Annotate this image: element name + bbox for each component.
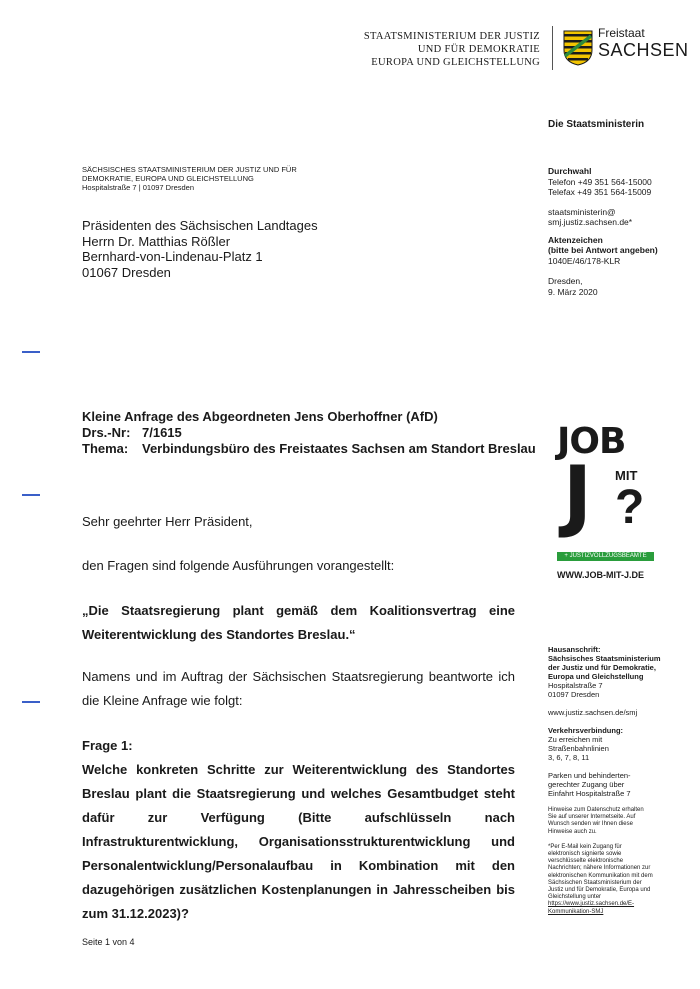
coalition-quote: „Die Staatsregierung plant gemäß dem Koalitionsvertrag eine Weiterentwicklung des Standortes Breslau.“: [82, 603, 515, 642]
city: 01097 Dresden: [548, 690, 600, 699]
email-note-line-3: verschlüsselte elektronische: [548, 858, 624, 865]
ad-green-bar: + JUSTIZVOLLZUGSBEAMTE: [557, 552, 654, 561]
punch-mark: [22, 701, 40, 703]
contact-block: [548, 166, 698, 297]
aktenzeichen-label: Aktenzeichen: [548, 234, 603, 245]
telefax: Telefax +49 351 564-15009: [548, 187, 652, 197]
recipient-address: [82, 218, 318, 280]
ad-j-letter: J: [563, 451, 593, 541]
email-line-1: staatsministerin@: [548, 206, 616, 217]
drs-label: Drs.-Nr:: [82, 425, 131, 440]
hausanschrift-line-3: Europa und Gleichstellung: [548, 672, 644, 681]
ministry-line-3: EUROPA UND GLEICHSTELLUNG: [371, 57, 540, 68]
ad-url: WWW.JOB-MIT-J.DE: [557, 570, 644, 580]
datenschutz-line-4: Hinweise auch zu.: [548, 828, 597, 835]
fold-mark-2: [22, 494, 40, 496]
ad-mit-word: MIT: [615, 468, 638, 483]
address-block: [548, 645, 698, 916]
parken-line-3: Einfahrt Hospitalstraße 7: [548, 789, 631, 798]
email-note-link-2[interactable]: Kommunikation-SMJ: [548, 908, 604, 915]
saxony-crest-icon: [563, 30, 593, 66]
question-label: Frage 1:: [82, 738, 133, 753]
answer-intro: Namens und im Auftrag der Sächsischen Staatsregierung beantworte ich die Kleine Anfrage wie folgt:: [82, 669, 515, 708]
recipient-line-3: Bernhard-von-Lindenau-Platz 1: [82, 249, 263, 264]
sender-line-2: DEMOKRATIE, EUROPA UND GLEICHSTELLUNG: [82, 174, 254, 183]
datenschutz-line-2: Sie auf unserer Internetseite. Auf: [548, 814, 636, 821]
ministry-line-1: STAATSMINISTERIUM DER JUSTIZ: [363, 31, 540, 42]
datenschutz-note: [548, 807, 698, 836]
street: Hospitalstraße 7: [548, 681, 603, 690]
recipient-line-4: 01067 Dresden: [82, 264, 171, 280]
email-note-link-1[interactable]: https://www.justiz.sachsen.de/E-: [548, 901, 635, 908]
hausanschrift-line-2: der Justiz und für Demokratie,: [548, 663, 656, 672]
ministry-line-2: UND FÜR DEMOKRATIE: [417, 44, 540, 55]
email-line-2: smj.justiz.sachsen.de*: [548, 217, 633, 227]
letter-date: 9. März 2020: [548, 286, 598, 297]
email-note-line-4: Nachrichten; nähere Informationen zur: [548, 865, 651, 872]
intro-text: den Fragen sind folgende Ausführungen vorangestellt:: [82, 558, 395, 573]
email-note-line-8: Gleichstellung unter: [548, 894, 602, 901]
state-wordmark: [598, 26, 689, 60]
sender-line-1: SÄCHSISCHES STAATSMINISTERIUM DER JUSTIZ UND FÜR: [82, 165, 297, 174]
email-note-line-7: Justiz und für Demokratie, Europa und: [548, 887, 651, 894]
email-note-line-2: elektronisch signierte sowie: [548, 851, 622, 858]
verkehr-line-3: 3, 6, 7, 8, 11: [548, 753, 590, 762]
hausanschrift-label: Hausanschrift:: [548, 645, 601, 654]
verkehr-line-1: Zu erreichen mit: [548, 735, 603, 744]
subject-block: [82, 409, 572, 457]
aktenzeichen-note: (bitte bei Antwort angeben): [548, 245, 658, 255]
datenschutz-line-3: Wunsch senden wir Ihnen diese: [548, 821, 633, 828]
parken-line-1: Parken und behinderten-: [548, 771, 631, 780]
datenschutz-line-1: Hinweise zum Datenschutz erhalten: [548, 807, 644, 813]
email-note-line-1: *Per E-Mail kein Zugang für: [548, 843, 622, 850]
email-note: [548, 844, 698, 916]
fold-mark-1: [22, 351, 40, 353]
verkehr-label: Verkehrsverbindung:: [548, 726, 624, 735]
email-note-line-6: Sächsischen Staatsministerium der: [548, 879, 642, 886]
telefon: Telefon +49 351 564-15000: [548, 176, 652, 187]
ministry-name: [300, 30, 540, 69]
hausanschrift-line-1: Sächsisches Staatsministerium: [548, 654, 661, 663]
sender-address: [82, 165, 382, 192]
thema-label: Thema:: [82, 441, 129, 456]
recipient-line-2: Herrn Dr. Matthias Rößler: [82, 233, 231, 249]
verkehr-line-2: Straßenbahnlinien: [548, 744, 609, 753]
question-text: Welche konkreten Schritte zur Weiterentwicklung des Standortes Breslau plant die Staatsregierung und welches Gesamtbudget steht dafür zur Verfügung (Bitte aufschlüsseln nach Infrastrukturentwicklung, Organisationsstrukturentwicklung und Personalentwicklung/Personalaufbau in Kombination mit den dazugehörigen zusätzlichen Kostenplanungen in Jahresscheiben bis zum 31.12.2023)?: [82, 762, 515, 921]
job-advertisement: [557, 421, 657, 594]
header-divider: [552, 26, 553, 70]
page-number: Seite 1 von 4: [82, 937, 135, 947]
salutation: Sehr geehrter Herr Präsident,: [82, 514, 253, 529]
sender-line-3: Hospitalstraße 7 | 01097 Dresden: [82, 183, 195, 192]
state-line-2: SACHSEN: [598, 40, 689, 60]
state-line-1: Freistaat: [598, 26, 645, 40]
drs-value: 7/1615: [142, 425, 182, 440]
ad-question-mark: ?: [615, 481, 645, 534]
thema-value: Verbindungsbüro des Freistaates Sachsen am Standort Breslau: [142, 441, 536, 456]
recipient-line-1: Präsidenten des Sächsischen Landtages: [82, 218, 318, 233]
website-link[interactable]: www.justiz.sachsen.de/smj: [548, 708, 638, 717]
email-note-line-5: elektronischen Kommunikation mit dem: [548, 872, 653, 879]
minister-label: Die Staatsministerin: [548, 119, 645, 130]
parken-line-2: gerechter Zugang über: [548, 780, 625, 789]
durchwahl-label: Durchwahl: [548, 166, 592, 176]
aktenzeichen-value: 1040E/46/178-KLR: [548, 255, 621, 266]
ad-job-word: JOB: [557, 421, 626, 462]
date-place: Dresden,: [548, 276, 583, 286]
subject-title: Kleine Anfrage des Abgeordneten Jens Oberhoffner (AfD): [82, 409, 438, 424]
